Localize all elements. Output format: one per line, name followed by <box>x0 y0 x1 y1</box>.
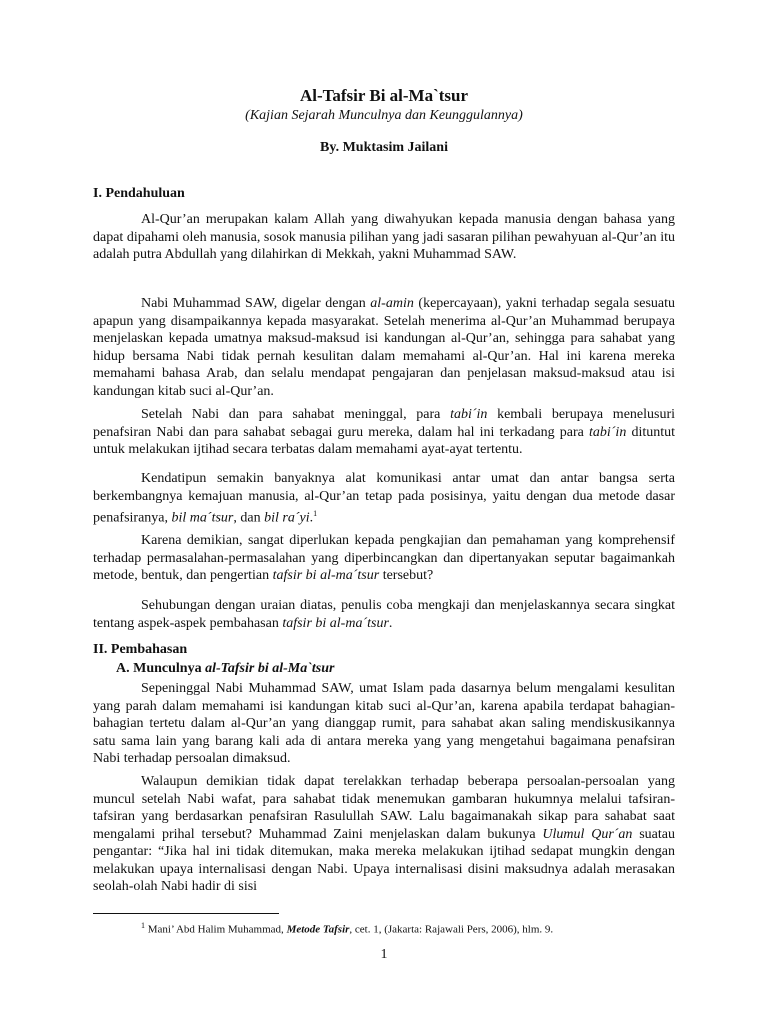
document-subtitle: (Kajian Sejarah Munculnya dan Keunggulannya) <box>245 108 523 123</box>
page-number: 1 <box>380 947 388 962</box>
paragraph: Sepeninggal Nabi Muhammad SAW, umat Islam pada dasarnya belum mengalami kesulitan yang parah dalam memahami isi kandungan kitab suci al-Qur’an, karena apabila terdapat bahagian-bahagian tertetu dalam al-Qur’an yang dianggap rumit, para sahabat akan saling mendiskusikannya satu sama lain yang barang kali ada di antara mereka yang yang mengetahui bagaimana penafsiran Nabi terhadap persoalan dimaksud. <box>93 681 675 766</box>
paragraph: Setelah Nabi dan para sahabat meninggal, para tabi´in kembali berupaya menelusuri penafsiran Nabi dan para sahabat sebagai guru mereka, dalam hal ini terkadang para tabi´in dituntut untuk melakukan ijtihad secara terbatas dalam memahami ayat-ayat tertentu. <box>93 407 676 457</box>
paragraph: Kendatipun semakin banyaknya alat komunikasi antar umat dan antar bangsa serta berkembangnya kemajuan manusia, al-Qur’an tetap pada posisinya, yaitu dengan dua metode dasar penafsiranya, bil ma´tsur, dan bil ra´yi.$^1$ <box>93 471 675 526</box>
footnote-separator <box>93 913 279 914</box>
subsection-heading: A. Munculnya al-Tafsir bi al-Ma`tsur <box>116 661 335 676</box>
footnote-reference[interactable]: 1 <box>313 509 318 518</box>
document-title: Al-Tafsir Bi al-Ma`tsur <box>299 86 469 105</box>
paragraph: Karena demikian, sangat diperlukan kepada pengkajian dan pemahaman yang komprehensif terhadap permasalahan-permasalahan yang diperbincangkan dan dipertanyakan seputar bagaimankah metode, bentuk, dan pengertian tafsir bi al-ma´tsur tersebut? <box>93 533 675 583</box>
paragraph: Walaupun demikian tidak dapat terelakkan terhadap beberapa persoalan-persoalan yang muncul setelah Nabi wafat, para sahabat tidak menemukan gambaran hukumnya melalui tafsiran-tafsiran yang berdasarkan penafsiran Rasulullah SAW. Lalu bagaimanakah sikap para sahabat saat mengalami prihal tersebut? Muhammad Zaini menjelaskan dalam bukunya Ulumul Qur´an suatau pengantar: “Jika hal ini tidak ditemukan, maka mereka melakukan ijtihad sedapat mungkin dengan melakukan upaya internalisasi dengan Nabi. Upaya internalisasi disini maksudnya adalah merasakan seolah-olah Nabi hadir di sisi <box>93 774 676 894</box>
section-heading-pendahuluan: I. Pendahuluan <box>93 186 185 201</box>
paragraph: Sehubungan dengan uraian diatas, penulis coba mengkaji dan menjelaskannya secara singkat tentang aspek-aspek pembahasan tafsir bi al-ma´tsur. <box>93 598 675 631</box>
footnote: $^1$ Mani’ Abd Halim Muhammad, Metode Tafsir, cet. 1, (Jakarta: Rajawali Pers, 2006), hlm. 9. <box>141 921 554 936</box>
paragraph: Al-Qur’an merupakan kalam Allah yang diwahyukan kepada manusia dengan bahasa yang dapat dipahami oleh manusia, sosok manusia pilihan yang jadi sasaran pilihan pewahyuan al-Qur’an itu adalah putra Abdullah yang dilahirkan di Mekkah, yakni Muhammad SAW. <box>93 212 675 262</box>
section-heading-pembahasan: II. Pembahasan <box>93 642 188 657</box>
paragraph: Nabi Muhammad SAW, digelar dengan al-amin (kepercayaan), yakni terhadap segala sesuatu apapun yang disampaikannya kepada masyarakat. Setelah menerima al-Qur’an Muhammad berupaya menjelaskan kepada umatnya maksud-maksud isi kandungan al-Qur’an, sehingga para sahabat yang hidup bersama Nabi tidak pernah kesulitan dalam memahami al-Qur’an. Hal ini karena mereka memahami bahasa Arab, dan selalu mendapat pengajaran dan penjelasan maksud-maksud atau isi kandungan kitab suci al-Qur’an. <box>93 296 676 399</box>
author-line: By. Muktasim Jailani <box>320 140 448 155</box>
